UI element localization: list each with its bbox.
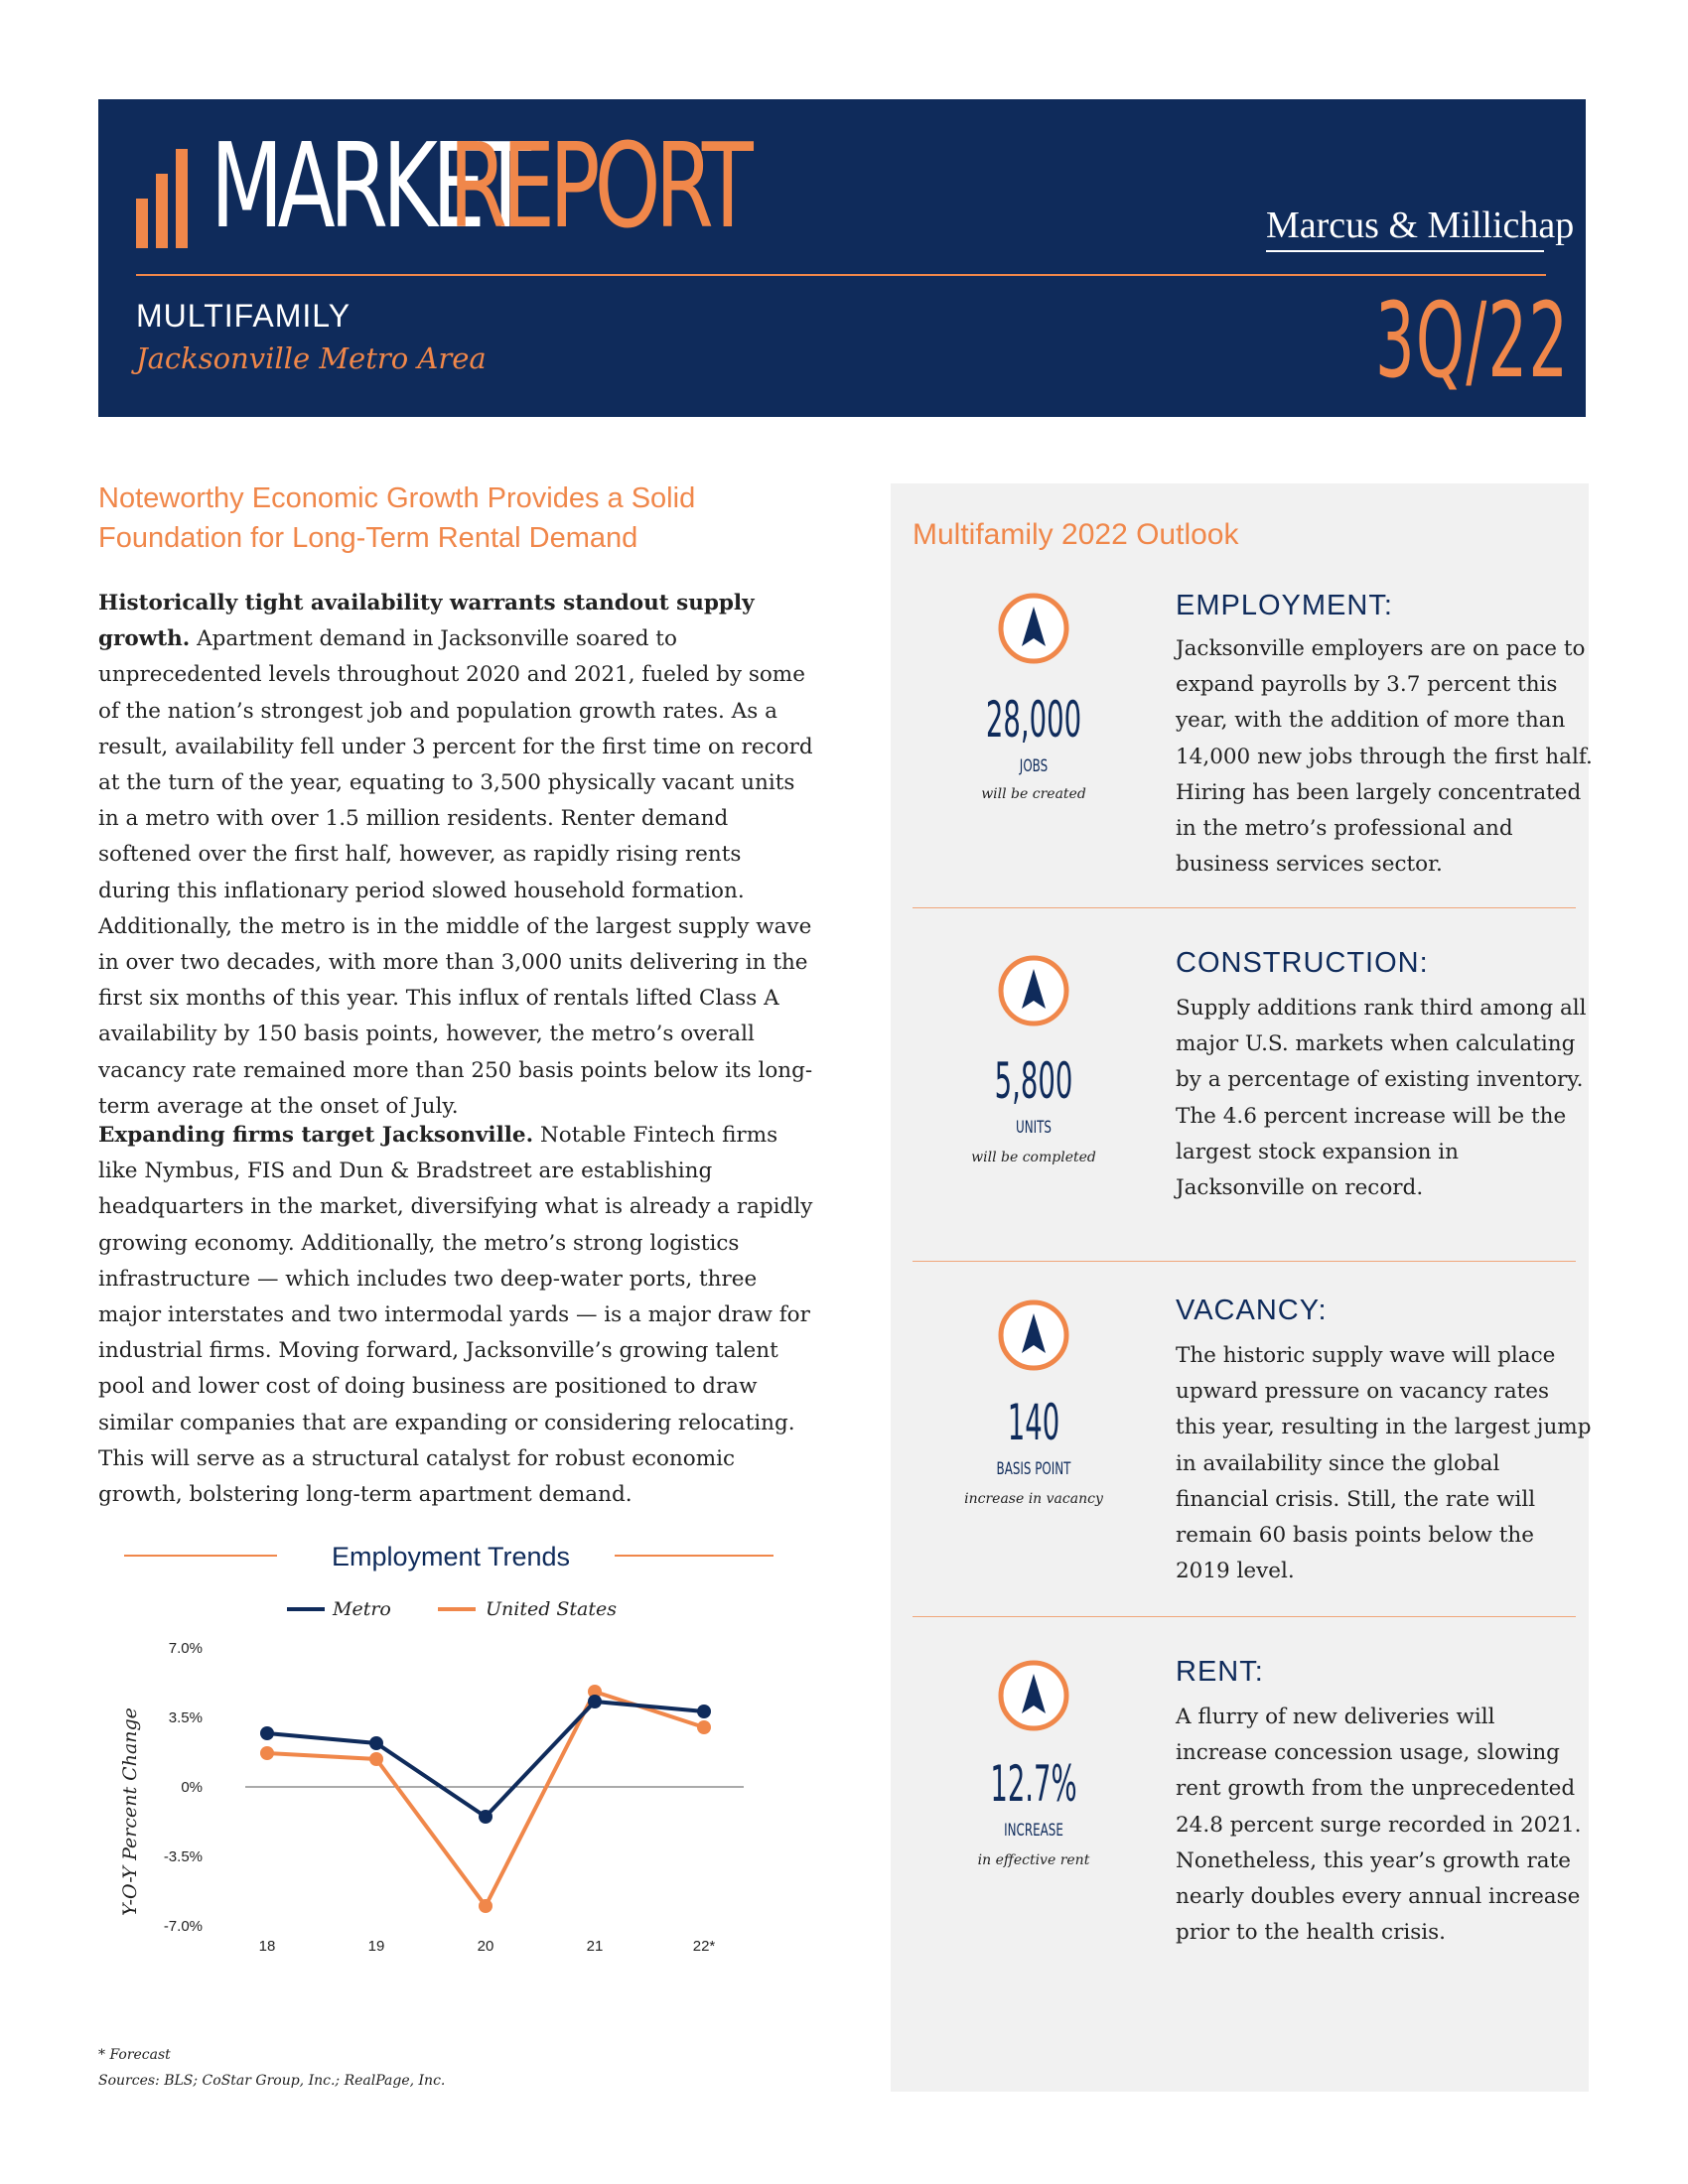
data-point-metro: [479, 1810, 492, 1824]
stat-desc-vacancy: increase in vacancy: [964, 1491, 1103, 1507]
stat-value-construction: 5,800: [994, 1052, 1073, 1110]
y-tick-label: 0%: [181, 1779, 203, 1796]
chart-legend: [287, 1598, 617, 1620]
x-tick-label: 19: [367, 1938, 385, 1955]
y-tick-label: -3.5%: [163, 1848, 203, 1865]
paragraph-1-lead: Historically tight availability warrants standout supply growth.: [98, 591, 755, 652]
section-divider: [913, 1261, 1576, 1262]
outlook-title: Multifamily 2022 Outlook: [913, 518, 1239, 551]
up-arrow-icon: [996, 1297, 1071, 1373]
data-point-us: [479, 1899, 492, 1913]
stat-unit-rent: INCREASE: [1004, 1821, 1063, 1841]
section-heading-construction: CONSTRUCTION:: [1176, 947, 1429, 979]
sources-footnote: Sources: BLS; CoStar Group, Inc.; RealPage, Inc.: [98, 2073, 446, 2089]
up-arrow-icon: [996, 1658, 1071, 1733]
forecast-footnote: * Forecast: [98, 2047, 171, 2063]
section-text-employment: Jacksonville employers are on pace to expand payrolls by 3.7 percent this year, with the addition of more than 14,000 new jobs through the first half. Hiring has been largely concentrated in the metro’s professional and business services sector.: [1176, 636, 1593, 878]
header-divider: [136, 274, 1546, 276]
data-point-metro: [697, 1705, 711, 1718]
paragraph-1: [98, 586, 813, 1125]
stat-unit-construction: UNITS: [1016, 1118, 1052, 1138]
sector-label: MULTIFAMILY: [136, 298, 352, 334]
data-point-us: [697, 1720, 711, 1734]
quarter-label: 3Q/22: [1375, 280, 1570, 401]
chart-title: Employment Trends: [331, 1542, 571, 1571]
title-market: MARKET: [211, 117, 526, 254]
paragraph-2: [98, 1118, 813, 1513]
x-tick-label: 22*: [692, 1938, 716, 1955]
company-logo: Marcus & Millichap: [1266, 205, 1575, 246]
series-line-us: [267, 1692, 704, 1906]
stat-unit-employment: JOBS: [1019, 756, 1049, 776]
stat-desc-construction: will be completed: [971, 1150, 1096, 1165]
data-point-metro: [588, 1695, 602, 1708]
stat-value-employment: 28,000: [985, 691, 1082, 749]
legend-label-metro: Metro: [333, 1598, 391, 1620]
stat-unit-vacancy: BASIS POINT: [996, 1459, 1071, 1479]
x-tick-label: 20: [477, 1938, 494, 1955]
section-heading-vacancy: VACANCY:: [1176, 1295, 1328, 1326]
y-tick-labels: [164, 1640, 203, 1935]
employment-trends-chart: [98, 1534, 813, 1990]
data-point-metro: [260, 1726, 274, 1740]
data-point-us: [260, 1746, 274, 1760]
section-text-vacancy: The historic supply wave will place upward pressure on vacancy rates this year, resulting in the largest jump in availability since the global financial crisis. Still, the rate will remain 60 basis points below the 2019 level.: [1176, 1343, 1592, 1584]
y-tick-label: 7.0%: [168, 1640, 203, 1657]
section-text-rent: A flurry of new deliveries will increase concession usage, slowing rent growth from the unprecedented 24.8 percent surge recorded in 2021. Nonetheless, this year’s growth rate nearly doubles every annual increase prior to the health crisis.: [1176, 1705, 1582, 1946]
paragraph-1-body: Apartment demand in Jacksonville soared to unprecedented levels throughout 2020 and 2021, fueled by some of the nation’s strongest job and population growth rates. As a result, availability fell under 3 percent for the first time on record at the turn of the year, equating to 3,500 physically vacant units in a metro with over 1.5 million residents. Renter demand softened over the first half, however, as rapidly rising rents during this inflationary period slowed household formation. Additionally, the metro is in the middle of the largest supply wave in over two decades, with more than 3,000 units delivering in the first six months of this year. This influx of rentals lifted Class A availability by 150 basis points, however, the metro’s overall vacancy rate remained more than 250 basis points below its long-term average at the onset of July.: [98, 626, 813, 1119]
title-report: REPORT: [449, 117, 749, 254]
stat-value-rent: 12.7%: [990, 1755, 1077, 1813]
section-text-construction: Supply additions rank third among all major U.S. markets when calculating by a percentage of existing inventory. The 4.6 percent increase will be the largest stock expansion in Jacksonville on record.: [1176, 996, 1587, 1201]
y-tick-label: -7.0%: [163, 1918, 203, 1935]
metro-label: Jacksonville Metro Area: [136, 341, 487, 375]
series-line-metro: [267, 1702, 704, 1817]
up-arrow-icon: [996, 953, 1071, 1028]
section-heading-employment: EMPLOYMENT:: [1176, 590, 1393, 621]
x-tick-label: 21: [586, 1938, 604, 1955]
paragraph-2-lead: Expanding firms target Jacksonville.: [98, 1123, 534, 1148]
up-arrow-icon: [996, 591, 1071, 666]
bar-chart-icon: [136, 139, 206, 248]
x-tick-labels: [259, 1938, 716, 1955]
data-point-metro: [369, 1736, 383, 1750]
article-headline: Noteworthy Economic Growth Provides a Solid Foundation for Long-Term Rental Demand: [98, 482, 696, 554]
paragraph-2-body: Notable Fintech firms like Nymbus, FIS and Dun & Bradstreet are establishing headquarters in the market, diversifying what is already a rapidly growing economy. Additionally, the metro’s strong logistics infrastructure — which includes two deep-water ports, three major interstates and two intermodal yards — is a major draw for industrial firms. Moving forward, Jacksonville’s growing talent pool and lower cost of doing business are positioned to draw similar companies that are expanding or considering relocating. This will serve as a structural catalyst for robust economic growth, bolstering long-term apartment demand.: [98, 1123, 813, 1508]
data-point-us: [369, 1752, 383, 1766]
stat-value-vacancy: 140: [1007, 1394, 1060, 1451]
chart-series: [260, 1685, 711, 1913]
stat-desc-rent: in effective rent: [977, 1852, 1090, 1868]
y-tick-label: 3.5%: [168, 1709, 203, 1726]
section-divider: [913, 1616, 1576, 1617]
y-axis-label: Y-O-Y Percent Change: [119, 1707, 141, 1916]
section-divider: [913, 907, 1576, 908]
section-heading-rent: RENT:: [1176, 1656, 1264, 1688]
x-tick-label: 18: [258, 1938, 276, 1955]
logo-underline: [1266, 250, 1544, 252]
stat-desc-employment: will be created: [981, 786, 1086, 802]
legend-label-us: United States: [486, 1598, 618, 1620]
